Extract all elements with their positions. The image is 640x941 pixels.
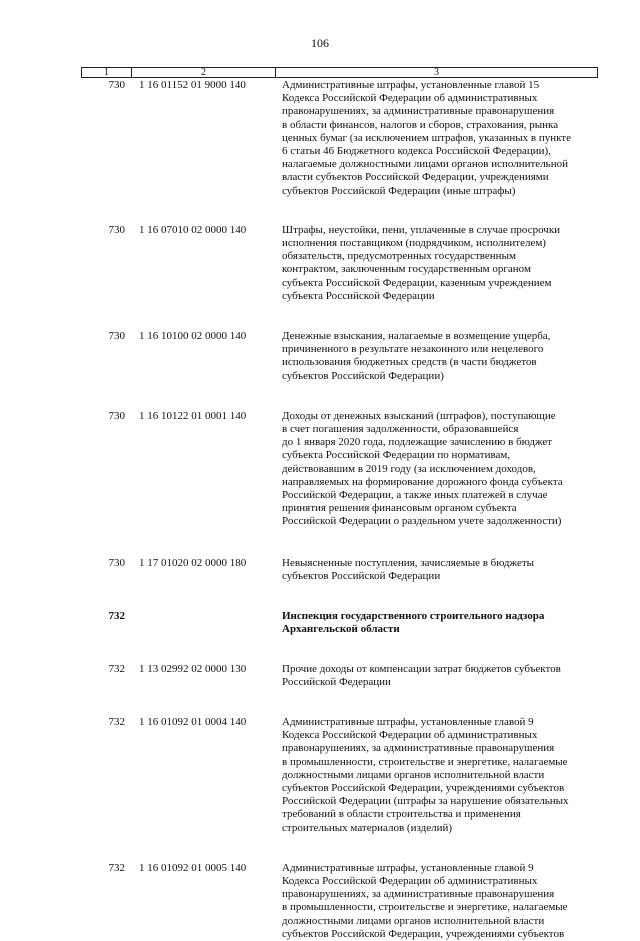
income-name-line: строительных материалов (изделий): [282, 821, 453, 834]
income-name-line: правонарушениях, за административные правонарушения: [282, 742, 555, 755]
income-code: [125, 610, 275, 636]
income-name-line: должностными лицами органов исполнительной власти: [282, 768, 545, 781]
income-name-line: субъектов Российской Федерации, учреждениями субъектов: [282, 927, 565, 940]
income-name: [275, 330, 598, 383]
income-name-line: власти субъектов Российской Федерации, учреждениями: [282, 171, 549, 184]
income-name-line: должностными лицами органов исполнительной власти: [282, 914, 545, 927]
income-name-line: в промышленности, строительстве и энергетике, налагаемые: [282, 901, 568, 914]
table-row: [81, 224, 598, 303]
admin-code: 732: [108, 610, 125, 623]
income-name: [275, 79, 598, 198]
admin-code: 730: [108, 330, 125, 343]
income-name-line: Российской Федерации: [282, 675, 391, 688]
income-code: 1 17 01020 02 0000 180: [139, 556, 247, 569]
income-name: [275, 716, 598, 835]
income-name-line: до 1 января 2020 года, подлежащие зачислению в бюджет: [282, 436, 553, 449]
income-name-line: Прочие доходы от компенсации затрат бюджетов субъектов: [282, 662, 561, 675]
table-row: [81, 862, 598, 941]
income-name-line: правонарушениях, за административные правонарушения: [282, 105, 555, 118]
income-name: [275, 663, 598, 689]
income-name-line: исполнения поставщиком (подрядчиком, исполнителем): [282, 237, 546, 250]
income-name-line: Российской Федерации о раздельном учете задолженности): [282, 515, 562, 528]
page-number: 106: [311, 36, 329, 50]
income-name-line: Российской Федерации, а также иных платежей в случае: [282, 489, 548, 502]
income-name-line: субъектов Российской Федерации: [282, 569, 441, 582]
admin-code: 732: [108, 715, 125, 728]
admin-code: 730: [108, 409, 125, 422]
table-row: [81, 663, 598, 689]
income-name-line: Архангельской области: [282, 623, 400, 636]
admin-code: 732: [108, 662, 125, 675]
income-name: [275, 862, 598, 941]
income-code: 1 16 01092 01 0005 140: [139, 861, 247, 874]
income-name-line: Кодекса Российской Федерации об административных: [282, 729, 538, 742]
table-row: [81, 410, 598, 529]
income-name: [275, 557, 598, 583]
income-name-line: причиненного в результате незаконного или нецелевого: [282, 343, 544, 356]
income-code: 1 16 10122 01 0001 140: [139, 409, 247, 422]
income-name-line: налагаемые должностными лицами органов исполнительной: [282, 158, 568, 171]
table-row: [81, 330, 598, 383]
income-name-line: Административные штрафы, установленные главой 9: [282, 861, 534, 874]
income-name: [275, 610, 598, 636]
income-name-line: субъекта Российской Федерации по нормативам,: [282, 449, 511, 462]
income-name-line: Административные штрафы, установленные главой 15: [282, 79, 540, 91]
income-name-line: Кодекса Российской Федерации об административных: [282, 874, 538, 887]
table-row: [81, 610, 598, 636]
admin-code: 730: [108, 556, 125, 569]
admin-code: 732: [108, 861, 125, 874]
table-row: [81, 557, 598, 583]
income-name-line: в счет погашения задолженности, образовавшейся: [282, 423, 519, 436]
income-name-line: Инспекция государственного строительного надзора: [282, 610, 545, 623]
income-name-line: принятия решения финансовым органом субъекта: [282, 502, 517, 515]
header-col-2: 2: [132, 68, 276, 77]
income-code: 1 16 07010 02 0000 140: [139, 223, 247, 236]
income-name-line: Невыясненные поступления, зачисляемые в бюджеты: [282, 556, 535, 569]
income-name-line: в промышленности, строительстве и энергетике, налагаемые: [282, 755, 568, 768]
income-name-line: обязательств, предусмотренных государственным: [282, 250, 516, 263]
income-name-line: использования бюджетных средств (в части бюджетов: [282, 356, 537, 369]
income-name-line: действовавшим в 2019 году (за исключением доходов,: [282, 462, 536, 475]
income-name-line: субъектов Российской Федерации, учреждениями субъектов: [282, 781, 565, 794]
income-name-line: 6 статьи 46 Бюджетного кодекса Российской Федерации),: [282, 145, 551, 158]
income-name-line: требований в области строительства и применения: [282, 808, 521, 821]
table-body: [81, 79, 598, 941]
income-name-line: ценных бумаг (за исключением штрафов, указанных в пункте: [282, 131, 571, 144]
income-name-line: Доходы от денежных взысканий (штрафов), поступающие: [282, 409, 556, 422]
income-name-line: в области финансов, налогов и сборов, страхования, рынка: [282, 118, 559, 131]
income-code: 1 16 01152 01 9000 140: [139, 79, 246, 91]
income-name-line: субъектов Российской Федерации): [282, 369, 444, 382]
header-col-1: 1: [82, 68, 132, 77]
income-name-line: Административные штрафы, установленные главой 9: [282, 715, 534, 728]
income-name-line: направляемых на формирование дорожного фонда субъекта: [282, 475, 563, 488]
table-row: [81, 716, 598, 835]
income-name-line: Денежные взыскания, налагаемые в возмещение ущерба,: [282, 330, 551, 343]
header-col-3: 3: [434, 67, 439, 78]
table-row: [81, 79, 598, 198]
income-name-line: Российской Федерации (штрафы за нарушение обязательных: [282, 795, 569, 808]
income-name-line: субъектов Российской Федерации (иные штрафы): [282, 184, 516, 197]
income-name: [275, 410, 598, 529]
admin-code: 730: [108, 223, 125, 236]
income-code: 1 16 01092 01 0004 140: [139, 715, 247, 728]
income-name-line: субъекта Российской Федерации, казенным учреждением: [282, 276, 552, 289]
admin-code: 730: [108, 79, 125, 91]
income-name-line: правонарушениях, за административные правонарушения: [282, 888, 555, 901]
income-code: 1 13 02992 02 0000 130: [139, 662, 247, 675]
income-name-line: Штрафы, неустойки, пени, уплаченные в случае просрочки: [282, 223, 561, 236]
income-name-line: Кодекса Российской Федерации об административных: [282, 92, 538, 105]
income-name-line: субъекта Российской Федерации: [282, 289, 435, 302]
table-header: [81, 67, 598, 78]
income-code: 1 16 10100 02 0000 140: [139, 330, 247, 343]
income-name: [275, 224, 598, 303]
income-name-line: контрактом, заключенным государственным органом: [282, 263, 531, 276]
